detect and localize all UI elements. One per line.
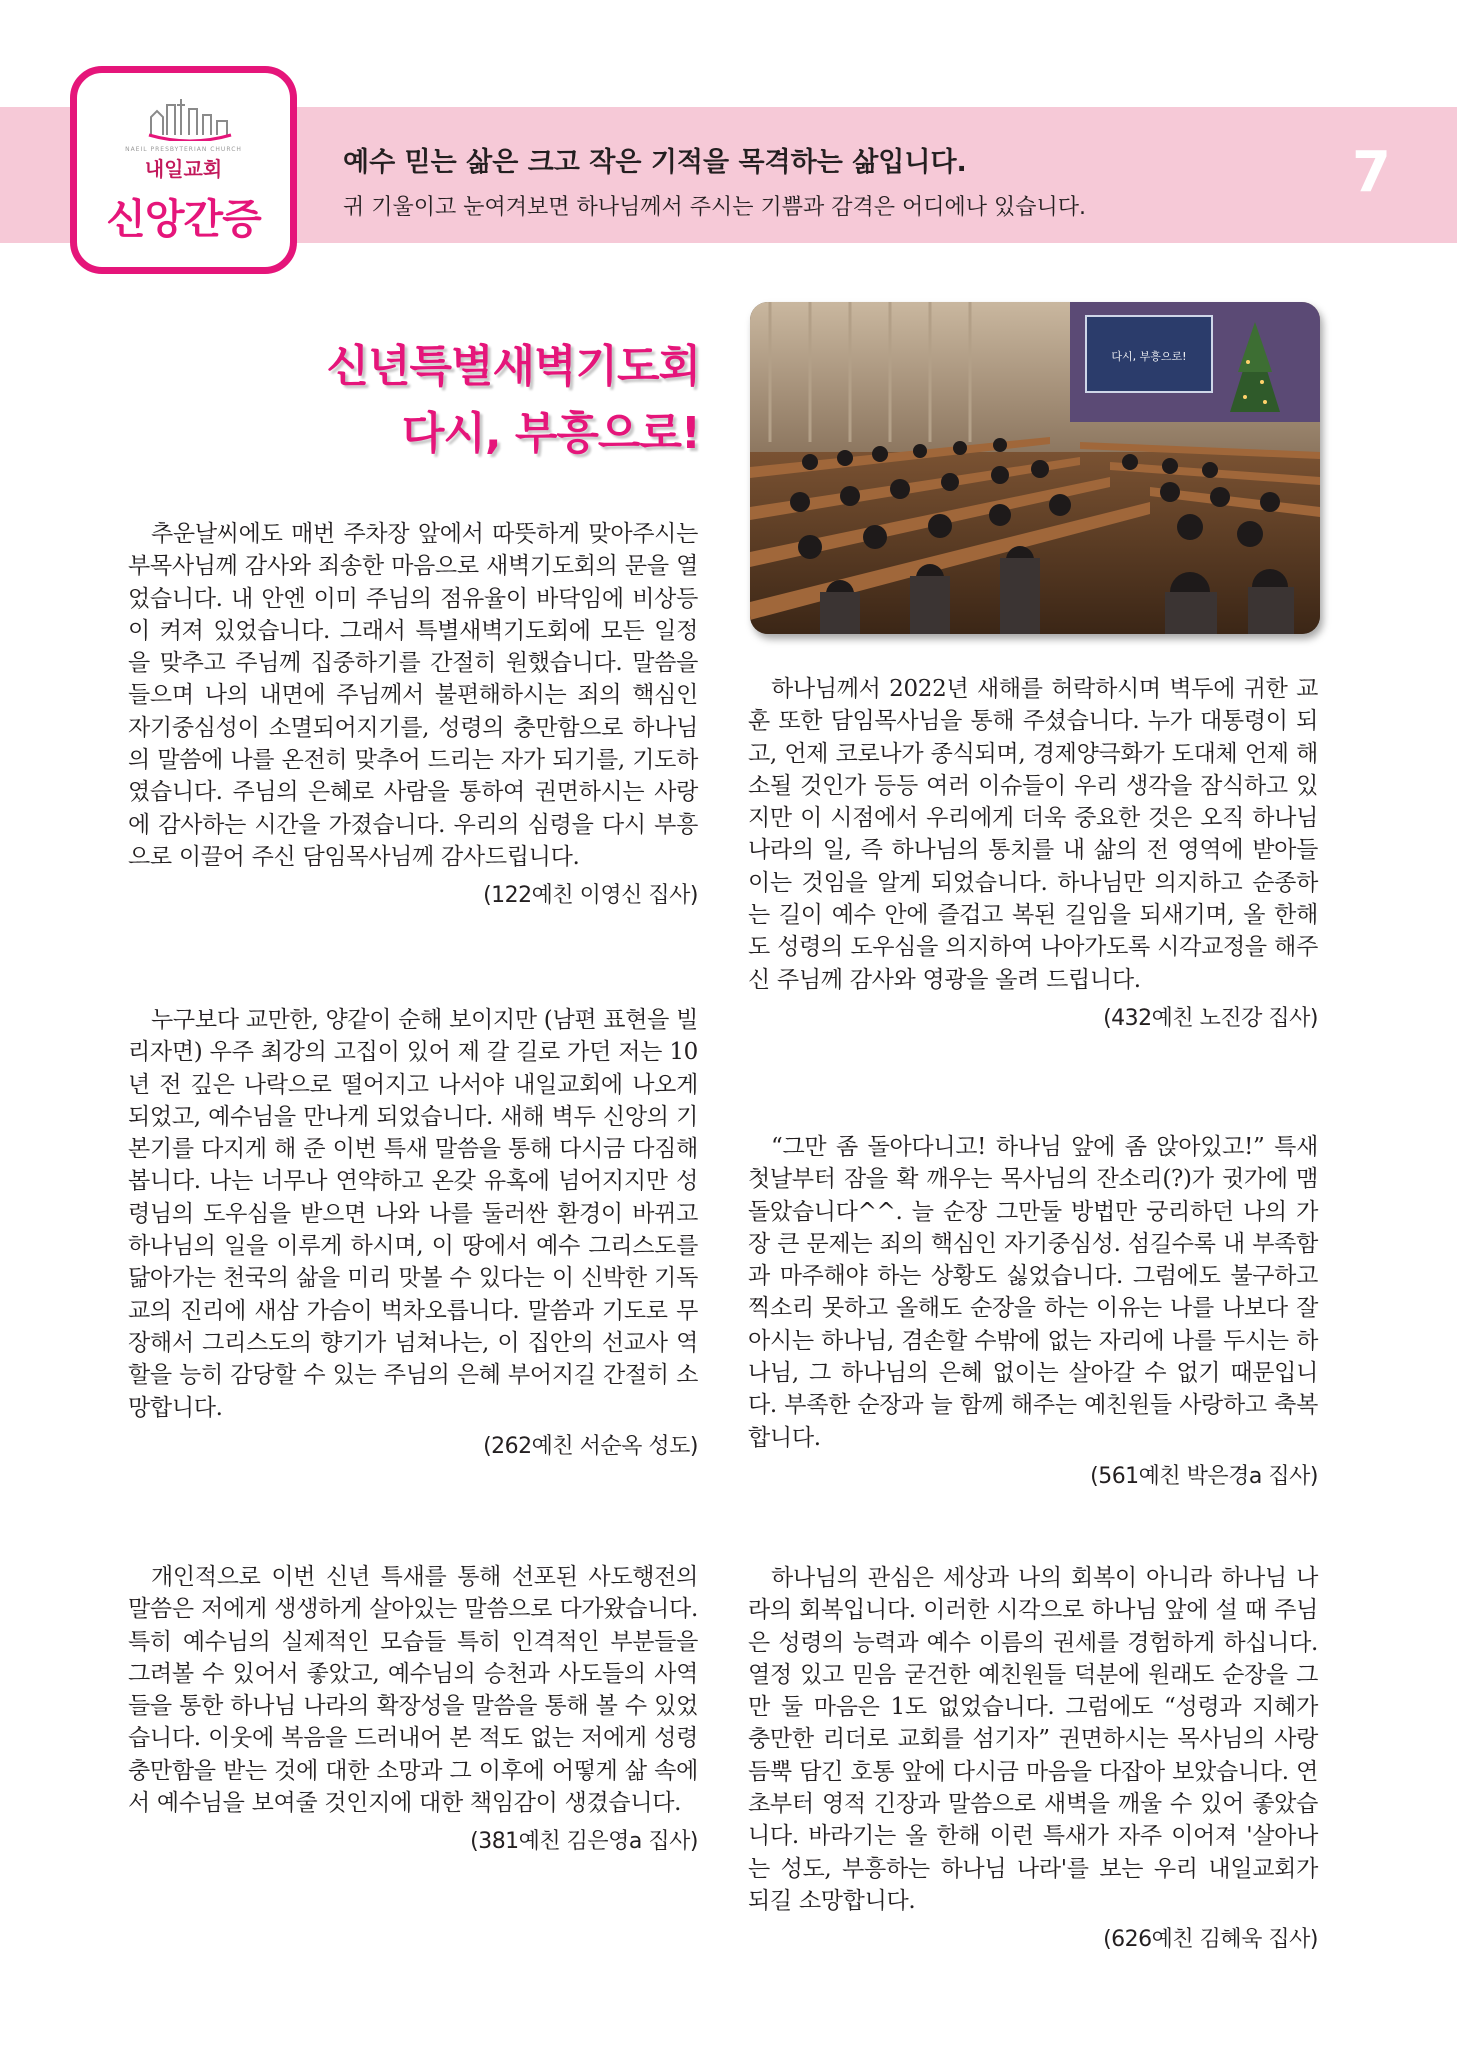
testimony-signature: (561예친 박은경a 집사)	[1090, 1463, 1318, 1489]
section-title: 신앙간증	[106, 195, 261, 243]
testimony-text: 하나님께서 2022년 새해를 허락하시며 벽두에 귀한 교훈 또한 담임목사님을 통해 주셨습니다. 누가 대통령이 되고, 언제 코로나가 종식되며, 경제양극화가 도대체 언제 해소될 것인가 등등 여러 이슈들이 우리 생각을 잠식하고 있지만 이 시점에서 우리에게 더욱 중요한 것은 오직 하나님 나라의 일, 즉 하나님의 통치를 내 삶의 전 영역에 받아들이는 것임을 알게 되었습니다. 하나님만 의지하고 순종하는 길이 예수 안에 즐겁고 복된 길임을 되새기며, 올 한해도 성령의 도우심을 의지하여 나아가도록 시각교정을 해주신 주님께 감사와 영광을 올려 드립니다.	[748, 676, 1318, 993]
testimony-text: 추운날씨에도 매번 주차장 앞에서 따뜻하게 맞아주시는 부목사님께 감사와 죄송한 마음으로 새벽기도회의 문을 열었습니다. 내 안엔 이미 주님의 점유율이 바닥임에 비상등이 켜져 있었습니다. 그래서 특별새벽기도회에 모든 일정을 맞추고 주님께 집중하기를 간절히 원했습니다. 말씀을 들으며 나의 내면에 주님께서 불편해하시는 죄의 핵심인 자기중심성이 소멸되어지기를, 성령의 충만함으로 하나님의 말씀에 나를 온전히 맞추어 드리는 자가 되기를, 기도하였습니다. 주님의 은혜로 사람을 통하여 권면하시는 사랑에 감사하는 시간을 가졌습니다. 우리의 심령을 다시 부흥으로 이끌어 주신 담임목사님께 감사드립니다.	[128, 521, 698, 870]
screen-text: 다시, 부흥으로!	[1111, 350, 1187, 363]
testimony-signature: (122예친 이영신 집사)	[483, 883, 698, 909]
testimony-1	[128, 518, 698, 911]
testimony-signature: (432예친 노진강 집사)	[1103, 1005, 1318, 1031]
church-name-en: NAEIL PRESBYTERIAN CHURCH	[125, 146, 242, 153]
header-headline: 예수 믿는 삶은 크고 작은 기적을 목격하는 삶입니다.	[343, 147, 967, 178]
article-title-line1: 신년특별새벽기도회	[326, 341, 700, 392]
church-name: 내일교회	[144, 157, 223, 181]
header-subheadline: 귀 기울이고 눈여겨보면 하나님께서 주시는 기쁨과 감격은 어디에나 있습니다.	[343, 195, 1087, 220]
church-logo-icon	[147, 95, 233, 141]
testimony-signature: (381예친 김은영a 집사)	[470, 1829, 698, 1855]
testimony-6	[748, 1562, 1318, 1955]
testimony-3	[128, 1561, 698, 1857]
testimony-5	[748, 1131, 1318, 1492]
testimony-text: “그만 좀 돌아다니고! 하나님 앞에 좀 앉아있고!” 특새 첫날부터 잠을 확 깨우는 목사님의 잔소리(?)가 귓가에 맴돌았습니다^^. 늘 순장 그만둘 방법만 궁리하던 나의 가장 큰 문제는 죄의 핵심인 자기중심성. 섬길수록 내 부족함과 마주해야 하는 상황도 싫었습니다. 그럼에도 불구하고 찍소리 못하고 올해도 순장을 하는 이유는 나를 나보다 잘 아시는 하나님, 겸손할 수밖에 없는 자리에 나를 두시는 하나님, 그 하나님의 은혜 없이는 살아갈 수 없기 때문입니다. 부족한 순장과 늘 함께 해주는 예친원들 사랑하고 축복합니다.	[748, 1134, 1318, 1451]
testimony-signature: (262예친 서순옥 성도)	[483, 1433, 698, 1459]
section-badge	[70, 66, 297, 274]
article-title-line2: 다시, 부흥으로!	[401, 408, 700, 459]
testimony-2	[128, 1004, 698, 1462]
testimony-text: 하나님의 관심은 세상과 나의 회복이 아니라 하나님 나라의 회복입니다. 이러한 시각으로 하나님 앞에 설 때 주님은 성령의 능력과 예수 이름의 권세를 경험하게 하십니다. 열정 있고 믿음 굳건한 예친원들 덕분에 원래도 순장을 그만 둘 마음은 1도 없었습니다. 그럼에도 “성령과 지혜가 충만한 리더로 교회를 섬기자” 권면하시는 목사님의 사랑 듬뿍 담긴 호통 앞에 다시금 마음을 다잡아 보았습니다. 연초부터 영적 긴장과 말씀으로 새벽을 깨울 수 있어 좋았습니다. 바라기는 올 한해 이런 특새가 자주 이어져 '살아나는 성도, 부흥하는 하나님 나라'를 보는 우리 내일교회가 되길 소망합니다.	[748, 1565, 1318, 1914]
testimony-text: 누구보다 교만한, 양같이 순해 보이지만 (남편 표현을 빌리자면) 우주 최강의 고집이 있어 제 갈 길로 가던 저는 10년 전 깊은 나락으로 떨어지고 나서야 내일교회에 나오게 되었고, 예수님을 만나게 되었습니다. 새해 벽두 신앙의 기본기를 다지게 해 준 이번 특새 말씀을 통해 다시금 다짐해 봅니다. 나는 너무나 연약하고 온갖 유혹에 넘어지지만 성령님의 도우심을 받으면 나와 나를 둘러싼 환경이 바뀌고 하나님의 일을 이루게 하시며, 이 땅에서 예수 그리스도를 닮아가는 천국의 삶을 미리 맛볼 수 있다는 이 신박한 기독교의 진리에 새삼 가슴이 벅차오릅니다. 말씀과 기도로 무장해서 그리스도의 향기가 넘쳐나는, 이 집안의 선교사 역할을 능히 감당할 수 있는 주님의 은혜 부어지길 간절히 소망합니다.	[128, 1007, 698, 1421]
testimony-4	[748, 673, 1318, 1034]
worship-photo	[750, 302, 1320, 634]
church-congregation-icon	[750, 302, 1320, 634]
testimony-signature: (626예친 김혜욱 집사)	[1103, 1927, 1318, 1953]
testimony-text: 개인적으로 이번 신년 특새를 통해 선포된 사도행전의 말씀은 저에게 생생하게 살아있는 말씀으로 다가왔습니다. 특히 예수님의 실제적인 모습들 특히 인격적인 부분들을 그려볼 수 있어서 좋았고, 예수님의 승천과 사도들의 사역들을 통한 하나님 나라의 확장성을 말씀을 통해 볼 수 있었습니다. 이웃에 복음을 드러내어 본 적도 없는 저에게 성령 충만함을 받는 것에 대한 소망과 그 이후에 어떻게 삶 속에서 예수님을 보여줄 것인지에 대한 책임감이 생겼습니다.	[128, 1564, 698, 1817]
page-number: 7	[1352, 140, 1391, 205]
